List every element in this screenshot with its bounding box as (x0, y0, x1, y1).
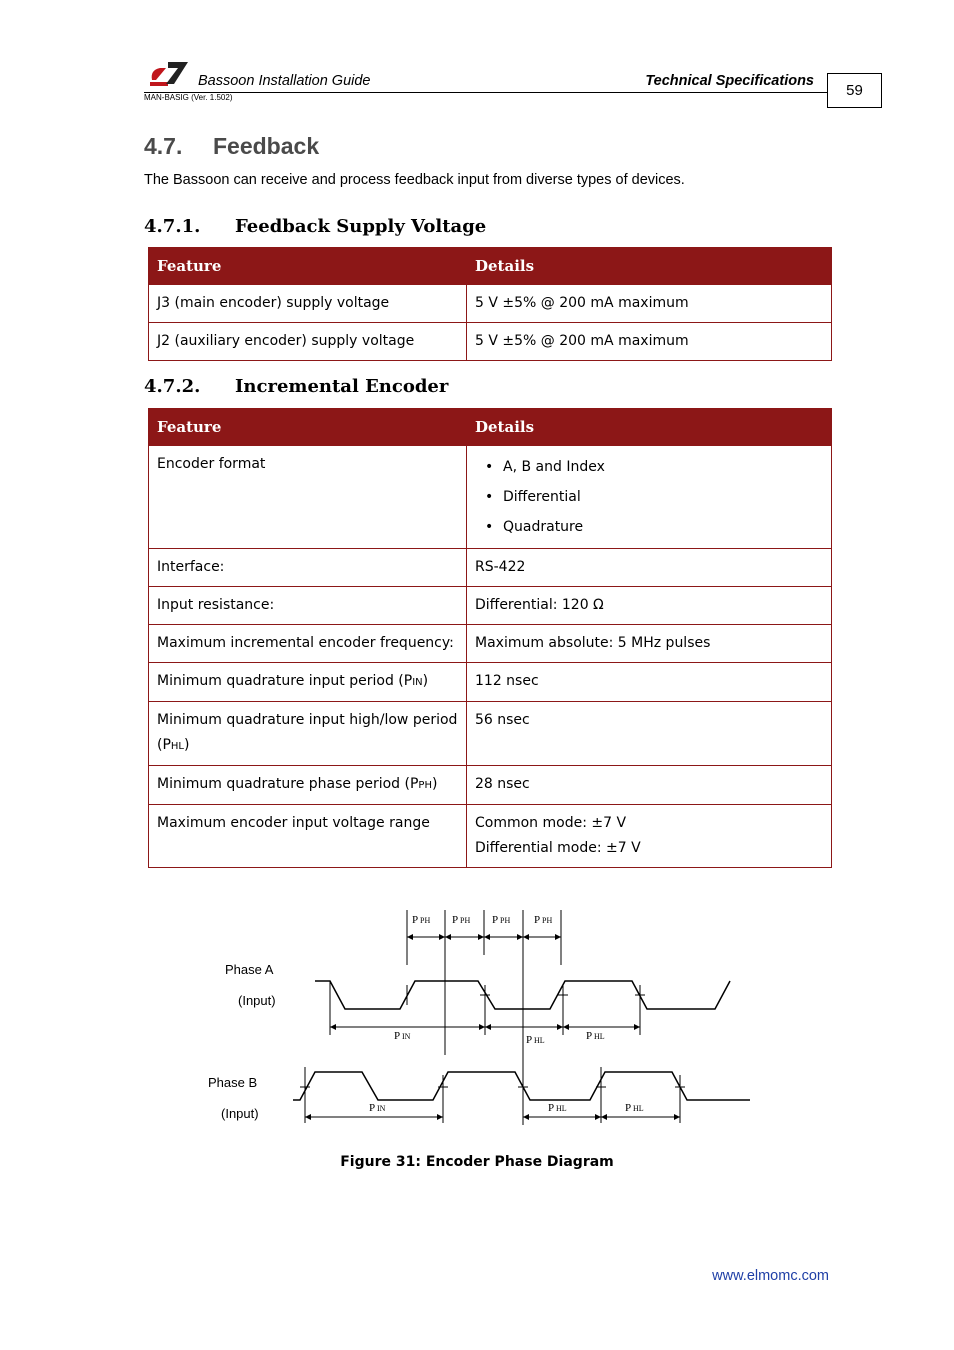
feature-cell: Minimum quadrature input high/low period (PHL) (149, 702, 467, 766)
footer-website-link[interactable]: www.elmomc.com (712, 1268, 829, 1284)
svg-text:P: P (586, 1030, 593, 1042)
section-number: 4.7. (144, 133, 183, 159)
feature-cell: Minimum quadrature phase period (PPH) (149, 766, 467, 805)
phase-a-label: Phase A (225, 962, 274, 977)
svg-text:P: P (548, 1102, 555, 1114)
table-row (149, 702, 832, 766)
column-header-feature: Feature (149, 248, 467, 285)
table-row (149, 549, 832, 587)
subscript: PH (418, 780, 432, 791)
figure-caption: Figure 31: Encoder Phase Diagram (340, 1154, 614, 1170)
list-item: • Quadrature (503, 512, 823, 542)
document-version: MAN-BASIG (Ver. 1.502) (144, 93, 233, 102)
subscript: IN (412, 677, 423, 688)
details-cell: 56 nsec (467, 702, 832, 766)
svg-text:HL: HL (534, 1036, 545, 1045)
subsection-title: Incremental Encoder (235, 376, 449, 397)
phl-label (548, 1102, 567, 1114)
encoder-format-list (475, 452, 823, 542)
phl-label (625, 1102, 644, 1114)
feature-cell: Maximum incremental encoder frequency: (149, 625, 467, 663)
details-cell (467, 446, 832, 549)
column-header-feature: Feature (149, 409, 467, 446)
pph-label (412, 914, 430, 926)
pph-label (452, 914, 470, 926)
feature-cell: Interface: (149, 549, 467, 587)
svg-text:P: P (534, 914, 541, 926)
list-item: • A, B and Index (503, 452, 823, 482)
feature-cell: J3 (main encoder) supply voltage (149, 285, 467, 323)
svg-text:P: P (452, 914, 459, 926)
table-row (149, 805, 832, 868)
column-header-details: Details (467, 248, 832, 285)
subsection-heading-encoder (144, 376, 448, 397)
subsection-number: 4.7.2. (144, 376, 201, 397)
svg-text:PH: PH (460, 916, 471, 925)
svg-text:P: P (625, 1102, 632, 1114)
details-cell: Maximum absolute: 5 MHz pulses (467, 625, 832, 663)
svg-text:P: P (492, 914, 499, 926)
details-cell: 5 V ±5% @ 200 mA maximum (467, 285, 832, 323)
phase-a-input-label: (Input) (238, 993, 276, 1008)
feature-cell: Minimum quadrature input period (PIN) (149, 663, 467, 702)
table-row (149, 446, 832, 549)
subsection-title: Feedback Supply Voltage (235, 216, 487, 237)
feature-cell: J2 (auxiliary encoder) supply voltage (149, 323, 467, 361)
svg-text:HL: HL (556, 1104, 567, 1113)
elmo-logo (148, 58, 190, 88)
svg-text:IN: IN (377, 1104, 386, 1113)
phase-b-waveform (293, 1072, 750, 1100)
svg-text:PH: PH (420, 916, 431, 925)
svg-text:IN: IN (402, 1032, 411, 1041)
feature-text: Minimum quadrature phase period (P (157, 776, 419, 792)
phl-label (586, 1030, 605, 1042)
table-row (149, 587, 832, 625)
table-row (149, 663, 832, 702)
list-item: • Differential (503, 482, 823, 512)
reference-lines (407, 910, 561, 1125)
table-row (149, 766, 832, 805)
phase-b-input-label: (Input) (221, 1106, 259, 1121)
pin-label (394, 1030, 411, 1042)
page-number: 59 (827, 73, 882, 108)
details-cell: RS-422 (467, 549, 832, 587)
details-cell: 112 nsec (467, 663, 832, 702)
document-title: Bassoon Installation Guide (198, 73, 371, 89)
svg-text:P: P (394, 1030, 401, 1042)
svg-text:P: P (412, 914, 419, 926)
feature-cell: Input resistance: (149, 587, 467, 625)
subsection-heading-supply (144, 216, 486, 237)
phase-b-ticks (300, 1067, 685, 1123)
feature-text: Minimum quadrature input period (P (157, 673, 413, 689)
phl-label (526, 1034, 545, 1046)
section-intro: The Bassoon can receive and process feedback input from diverse types of devices. (144, 172, 685, 188)
pin-label (369, 1102, 386, 1114)
pph-label (492, 914, 510, 926)
differential-mode-value: Differential mode: ±7 V (475, 840, 641, 856)
feature-cell: Encoder format (149, 446, 467, 549)
feature-text: Minimum quadrature input high/low period (P (157, 712, 458, 753)
incremental-encoder-table (148, 408, 832, 868)
svg-text:P: P (369, 1102, 376, 1114)
section-title: Feedback (213, 133, 320, 159)
table-header-row (149, 409, 832, 446)
table-header-row (149, 248, 832, 285)
svg-text:HL: HL (633, 1104, 644, 1113)
chapter-title: Technical Specifications (645, 73, 814, 89)
header-rule (144, 92, 827, 93)
svg-text:PH: PH (542, 916, 553, 925)
supply-voltage-table (148, 247, 832, 361)
feature-cell: Maximum encoder input voltage range (149, 805, 467, 868)
details-cell: 5 V ±5% @ 200 mA maximum (467, 323, 832, 361)
column-header-details: Details (467, 409, 832, 446)
subsection-number: 4.7.1. (144, 216, 201, 237)
subscript: HL (170, 741, 184, 752)
pph-label (534, 914, 552, 926)
table-row (149, 625, 832, 663)
svg-text:PH: PH (500, 916, 511, 925)
table-row (149, 285, 832, 323)
section-heading (144, 133, 319, 160)
svg-text:HL: HL (594, 1032, 605, 1041)
svg-text:P: P (526, 1034, 533, 1046)
table-row (149, 323, 832, 361)
encoder-phase-diagram (190, 895, 770, 1135)
common-mode-value: Common mode: ±7 V (475, 815, 627, 831)
details-cell: Differential: 120 Ω (467, 587, 832, 625)
details-cell: 28 nsec (467, 766, 832, 805)
phase-b-label: Phase B (208, 1075, 258, 1090)
details-cell (467, 805, 832, 868)
